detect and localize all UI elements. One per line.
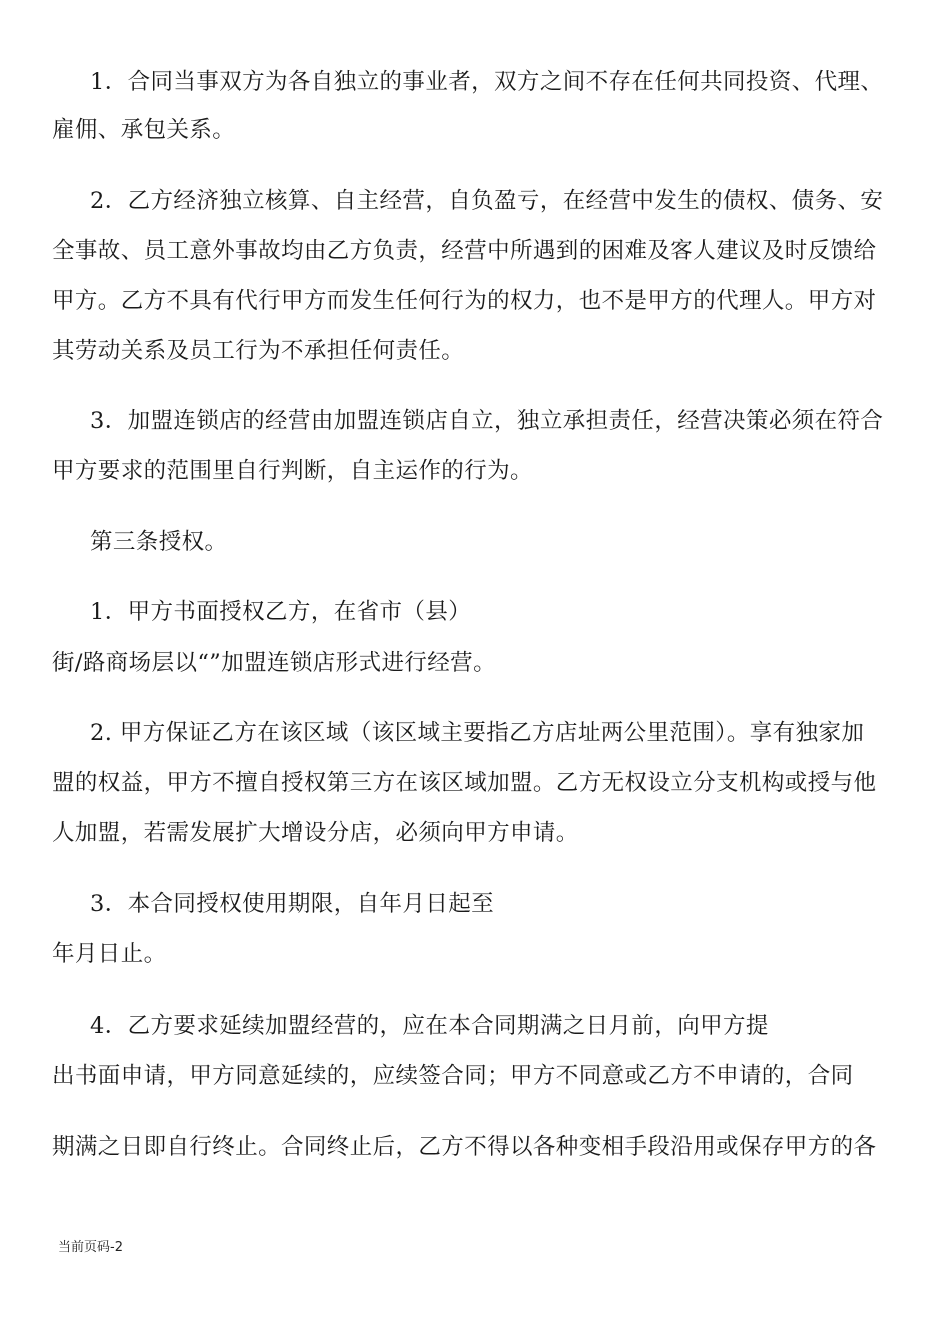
line-15: 3．本合同授权使用期限，自年月日起至: [90, 891, 495, 917]
line-3: 2．乙方经济独立核算、自主经营，自负盈亏，在经营中发生的债权、债务、安: [90, 188, 884, 214]
line-18: 出书面申请，甲方同意延续的，应续签合同；甲方不同意或乙方不申请的，合同: [52, 1063, 854, 1089]
line-5: 甲方。乙方不具有代行甲方而发生任何行为的权力，也不是甲方的代理人。甲方对: [52, 288, 877, 314]
line-17: 4．乙方要求延续加盟经营的，应在本合同期满之日月前，向甲方提: [90, 1013, 769, 1039]
line-10: 1．甲方书面授权乙方，在省市（县）: [90, 599, 472, 625]
line-6: 其劳动关系及员工行为不承担任何责任。: [52, 338, 465, 364]
section-heading: 第三条授权。: [90, 529, 228, 555]
line-1: 1．合同当事双方为各自独立的事业者，双方之间不存在任何共同投资、代理、: [90, 69, 884, 95]
line-11: 街/路商场层以“”加盟连锁店形式进行经营。: [52, 650, 496, 676]
line-7: 3．加盟连锁店的经营由加盟连锁店自立，独立承担责任，经营决策必须在符合: [90, 408, 884, 434]
line-8: 甲方要求的范围里自行判断，自主运作的行为。: [52, 458, 533, 484]
page-number: 当前页码-2: [58, 1240, 123, 1255]
line-4: 全事故、员工意外事故均由乙方负责，经营中所遇到的困难及客人建议及时反馈给: [52, 238, 877, 264]
line-14: 人加盟，若需发展扩大增设分店，必须向甲方申请。: [52, 820, 579, 846]
line-19: 期满之日即自行终止。合同终止后，乙方不得以各种变相手段沿用或保存甲方的各: [52, 1134, 877, 1160]
line-12: 2. 甲方保证乙方在该区域（该区域主要指乙方店址两公里范围）。享有独家加: [90, 720, 865, 746]
line-2: 雇佣、承包关系。: [52, 117, 236, 143]
line-16: 年月日止。: [52, 941, 167, 967]
line-13: 盟的权益，甲方不擅自授权第三方在该区域加盟。乙方无权设立分支机构或授与他: [52, 770, 877, 796]
